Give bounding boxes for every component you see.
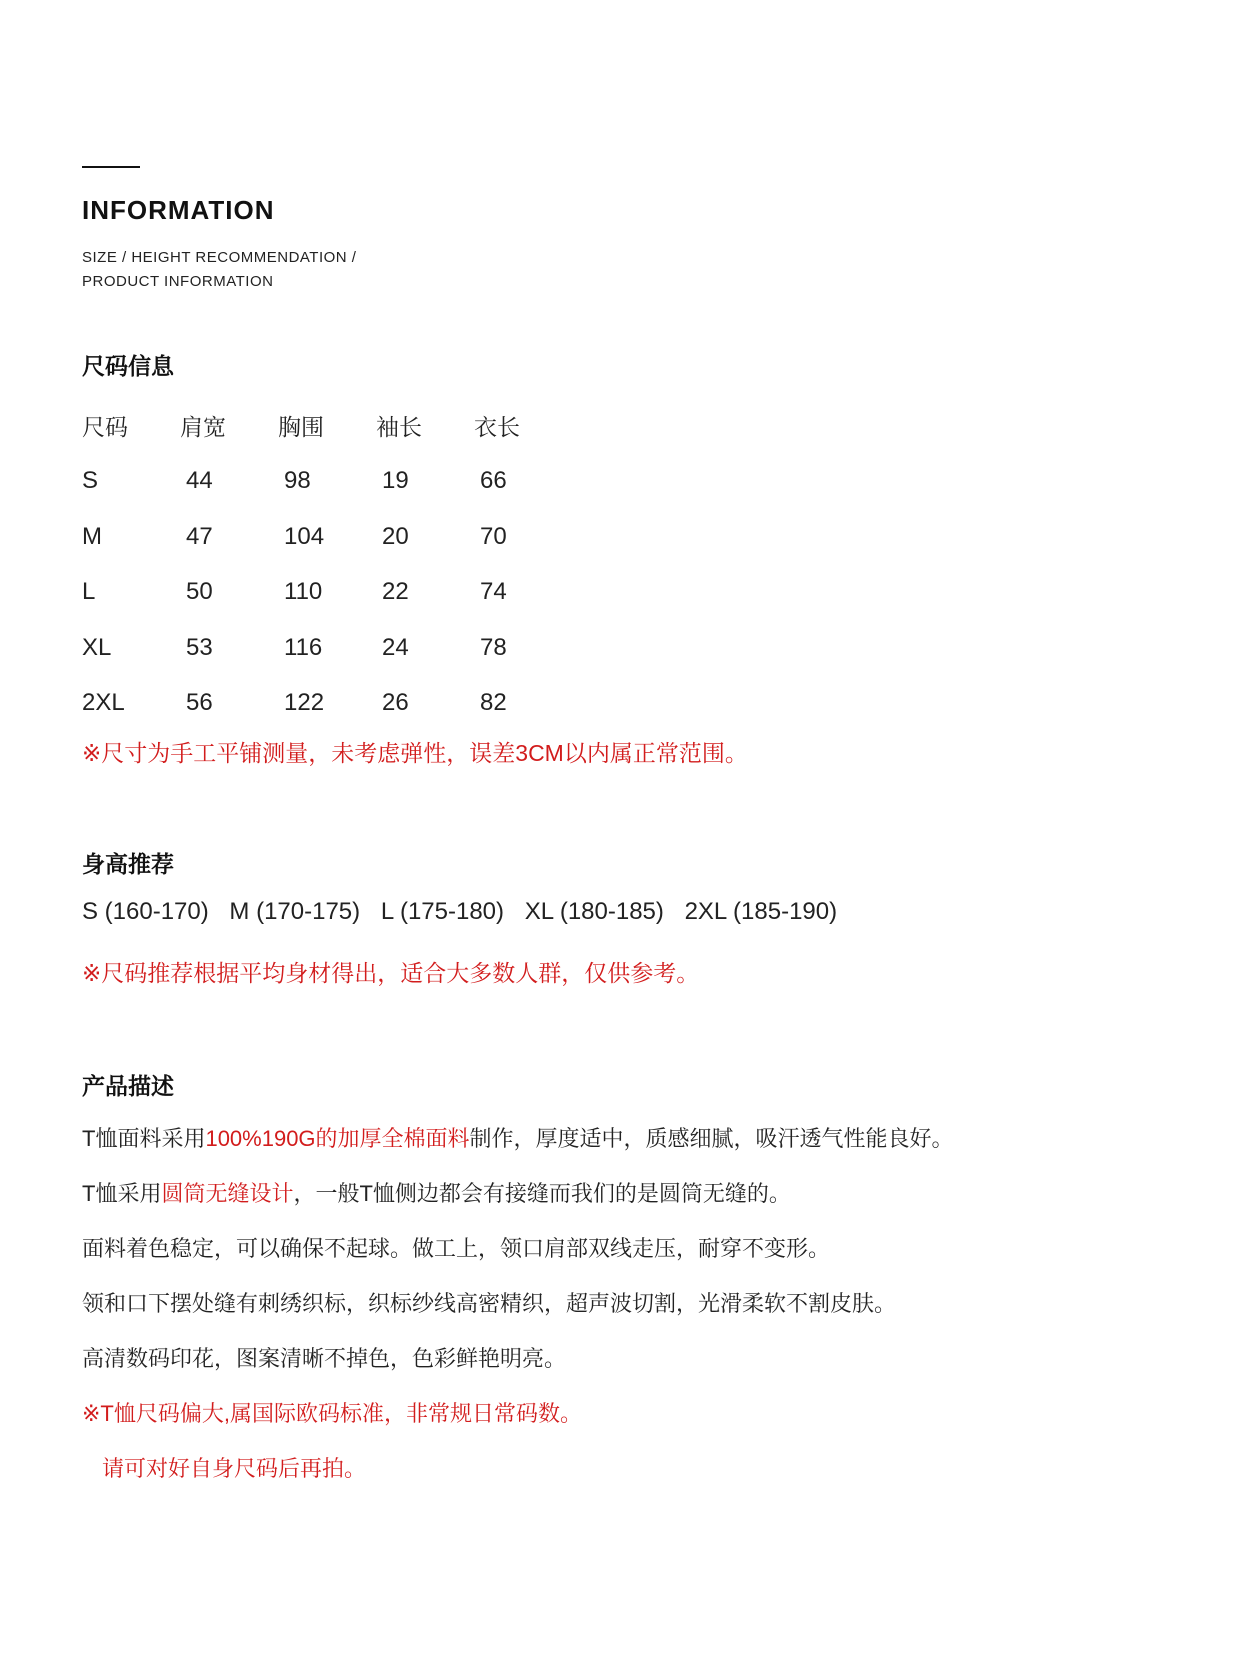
height-rec-l: L (175-180) (380, 898, 505, 925)
cell-sleeve: 19 (382, 467, 409, 495)
col-header-length: 衣长 (474, 414, 520, 441)
table-row (82, 454, 572, 510)
height-rec-m: M (170-175) (229, 898, 361, 925)
col-header-chest: 胸围 (278, 414, 324, 441)
height-rec-s: S (160-170) (82, 898, 209, 925)
subtitle-line-2: PRODUCT INFORMATION (82, 273, 274, 290)
cell-size: 2XL (82, 689, 125, 717)
description-line-2-post: ，一般T恤侧边都会有接缝而我们的是圆筒无缝的。 (293, 1181, 791, 1206)
cell-chest: 104 (284, 522, 325, 550)
cell-shoulder: 47 (186, 522, 213, 550)
cell-length: 70 (480, 522, 507, 550)
description-line-4: 领和口下摆处缝有刺绣织标，织标纱线高密精织，超声波切割，光滑柔软不割皮肤。 (82, 1291, 897, 1316)
description-line-2-highlight: 圆筒无缝设计 (161, 1181, 294, 1206)
cell-sleeve: 20 (382, 522, 409, 550)
cell-sleeve: 24 (382, 633, 409, 661)
cell-shoulder: 53 (186, 633, 213, 661)
height-rec-list (82, 898, 851, 926)
subtitle-line-1: SIZE / HEIGHT RECOMMENDATION / (82, 249, 357, 266)
col-header-sleeve: 袖长 (376, 414, 422, 441)
cell-chest: 116 (284, 633, 323, 661)
cell-size: S (82, 467, 99, 495)
table-row (82, 620, 572, 676)
cell-shoulder: 56 (186, 689, 213, 717)
cell-length: 78 (480, 633, 507, 661)
cell-sleeve: 26 (382, 689, 409, 717)
description-line-2 (82, 1177, 791, 1208)
cell-length: 74 (480, 578, 507, 606)
page-title: INFORMATION (82, 195, 275, 225)
size-info-heading: 尺码信息 (82, 353, 174, 379)
size-table-header (82, 398, 572, 454)
height-rec-heading: 身高推荐 (82, 851, 174, 877)
cell-length: 66 (480, 467, 507, 495)
cell-chest: 122 (284, 689, 325, 717)
cell-shoulder: 44 (186, 467, 213, 495)
page-subtitle (82, 246, 356, 294)
size-standard-note: ※T恤尺码偏大,属国际欧码标准，非常规日常码数。 (82, 1401, 582, 1426)
cell-chest: 98 (284, 467, 311, 495)
description-line-1 (82, 1122, 954, 1153)
cell-chest: 110 (284, 578, 323, 606)
description-line-5: 高清数码印花，图案清晰不掉色，色彩鲜艳明亮。 (82, 1346, 567, 1371)
description-line-2-pre: T恤采用 (82, 1181, 162, 1206)
cell-size: L (82, 578, 96, 606)
description-line-1-highlight: 100%190G的加厚全棉面料 (205, 1126, 470, 1151)
height-rec-note: ※尺码推荐根据平均身材得出，适合大多数人群，仅供参考。 (82, 960, 700, 986)
size-check-note: 请可对好自身尺码后再拍。 (102, 1456, 367, 1481)
height-rec-xl: XL (180-185) (524, 898, 664, 925)
description-line-3: 面料着色稳定，可以确保不起球。做工上，领口肩部双线走压，耐穿不变形。 (82, 1236, 831, 1261)
description-line-1-pre: T恤面料采用 (82, 1126, 206, 1151)
cell-size: M (82, 522, 102, 550)
cell-length: 82 (480, 689, 507, 717)
description-line-1-post: 制作，厚度适中，质感细腻，吸汗透气性能良好。 (469, 1126, 954, 1151)
description-heading: 产品描述 (82, 1073, 174, 1099)
table-row (82, 509, 572, 565)
col-header-size: 尺码 (82, 414, 128, 441)
table-row (82, 565, 572, 621)
cell-size: XL (82, 633, 112, 661)
header-rule (82, 166, 140, 168)
size-table (82, 398, 572, 731)
cell-sleeve: 22 (382, 578, 409, 606)
height-rec-2xl: 2XL (185-190) (684, 898, 838, 925)
table-row (82, 676, 572, 732)
col-header-shoulder: 肩宽 (180, 414, 226, 441)
size-measure-note: ※尺寸为手工平铺测量，未考虑弹性，误差3CM以内属正常范围。 (82, 740, 748, 766)
cell-shoulder: 50 (186, 578, 213, 606)
